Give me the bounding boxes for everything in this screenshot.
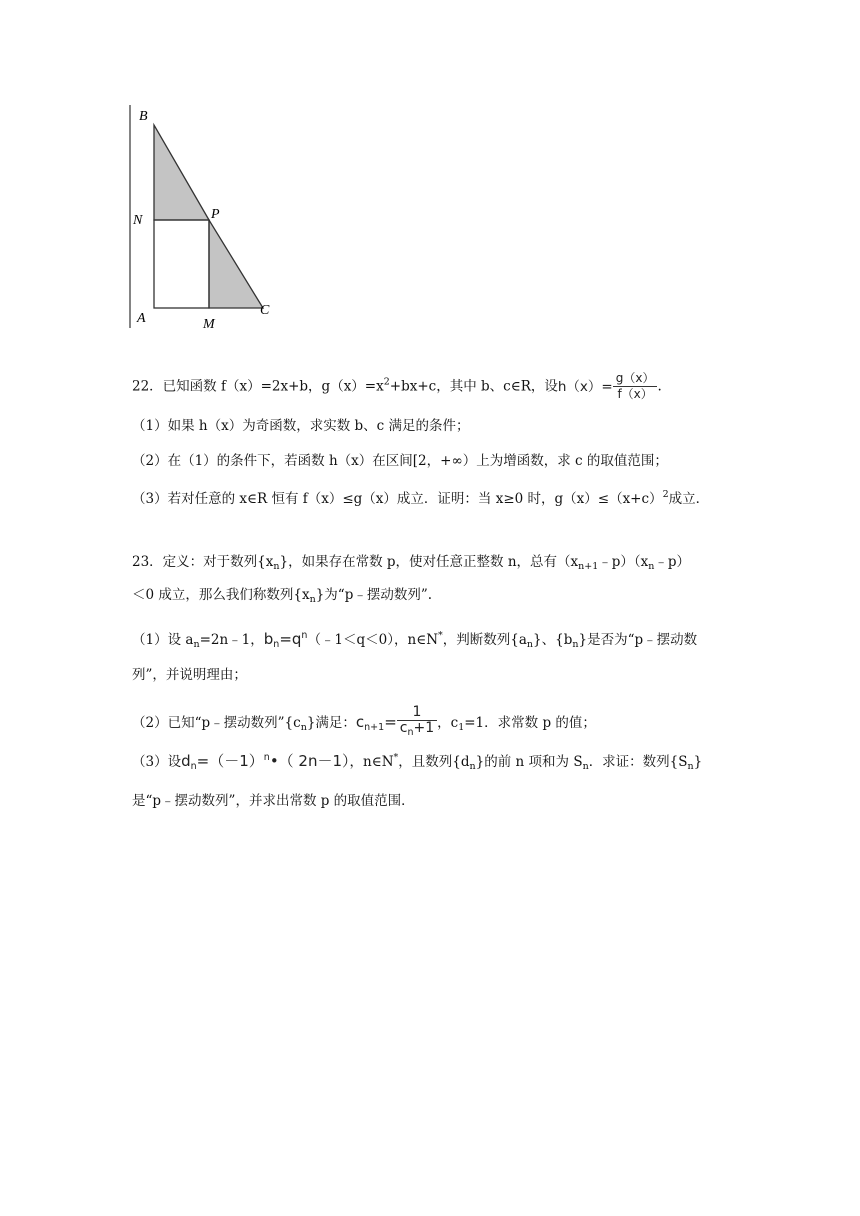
- label-P: P: [211, 207, 220, 222]
- shaded-triangle-bottom: [209, 220, 263, 308]
- q23-part3-line1: （3）设$d_n=(-1)^n•$（ 2n－1），n∈N*，且数列$\{d_n\}$的前 n 项和为 $S_n$．求证：数列$\{S_n\}$: [132, 752, 703, 772]
- q23-part2: （2）已知“p﹣摆动数列$”\{c_n\}$满足：$c_{n+1}=$ $\frac{1}{c_n+1}$ ，$c_1=1$．求常数 p 的值；: [132, 704, 596, 738]
- bn-formula: $b_n=q^n$: [263, 630, 308, 650]
- rectangle-ANPM: [154, 220, 209, 308]
- label-M: M: [203, 317, 215, 332]
- label-C: C: [260, 303, 270, 318]
- q22-part2: （2）在（1）的条件下，若函数 h（x）在区间[2，+∞）上为增函数，求 c 的取值范围；: [132, 453, 668, 469]
- label-N: N: [133, 213, 143, 228]
- shaded-triangle-top: [154, 125, 209, 220]
- q23-part1-line2: 列”，并说明理由；: [132, 667, 247, 683]
- q23-definition-line1: 23．定义：对于数列$\{x_n\}$，如果存在常数 p，使对任意正整数 n，总有$(x_{n+1}﹣p)(x_n﹣p)$: [132, 554, 691, 572]
- geometry-figure: [125, 100, 285, 332]
- label-B: B: [139, 109, 148, 124]
- q23-part1-line1: （1）设 $a_n=2n﹣1$，$b_n=q^n(﹣1<q<0)$，n∈N*，判断数列$\{a_n\}$、$\{b_n\}$是否为“p﹣摆动数: [132, 630, 698, 650]
- q23-part3-line2: 是“p﹣摆动数列”，并求出常数 p 的取值范围．: [132, 793, 415, 809]
- dn-formula: $d_n=(-1)^n•$（ 2n－1）: [181, 752, 350, 772]
- cn-recurrence-formula: $c_{n+1}=$ $\frac{1}{c_n+1}$: [356, 713, 437, 731]
- q22-part1: （1）如果 h（x）为奇函数，求实数 b、c 满足的条件；: [132, 418, 470, 434]
- q22-stem: 22．已知函数 f（x）=2x+b，$g(x)=x^2+bx+c$，其中 b、c∈R，设h（x）= $\frac{g(x)}{f(x)}$ .: [132, 371, 662, 401]
- h-formula: h（x）= $\frac{g(x)}{f(x)}$: [558, 379, 658, 395]
- q23-definition-line2: ＜0 成立，那么我们称数列$\{x_n\}$为“p﹣摆动数列”.: [132, 587, 433, 605]
- label-A: A: [137, 311, 146, 326]
- q22-part3: （3）若对任意的 x∈R 恒有 f（x）≤g（x）成立．证明：当 x≥0 时，$g(x)\le(x+c)^2$成立．: [132, 489, 710, 507]
